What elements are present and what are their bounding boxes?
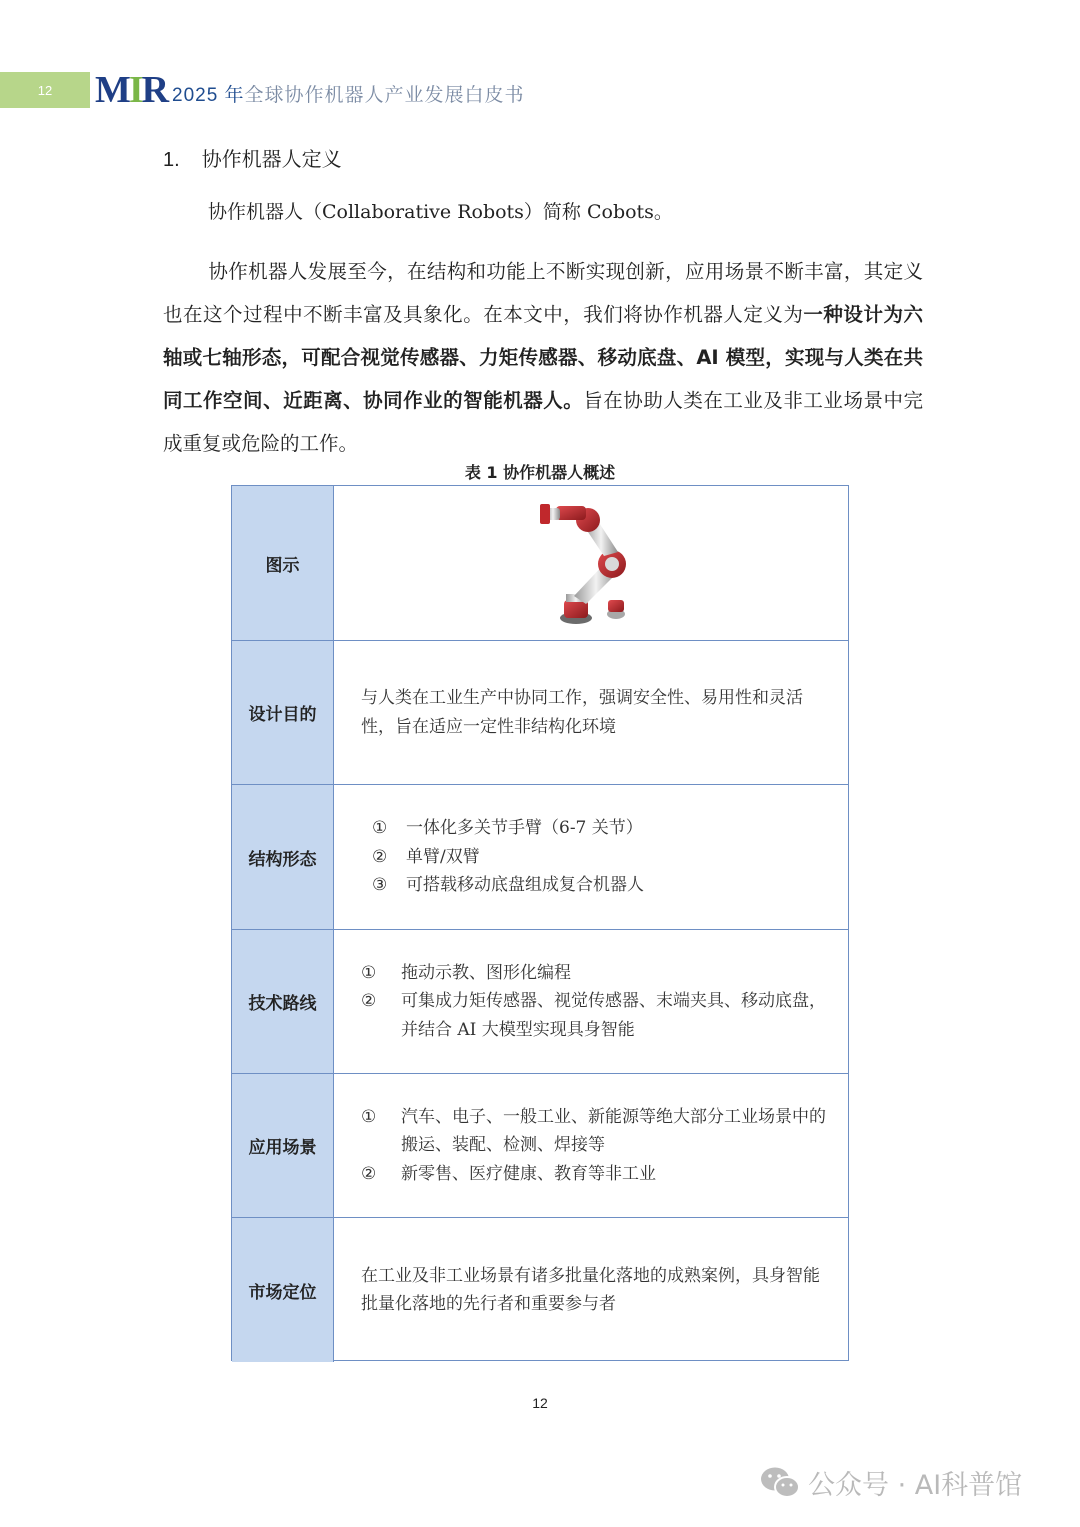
wechat-icon xyxy=(760,1466,800,1500)
overview-table xyxy=(231,485,849,1361)
list-text: 可搭载移动底盘组成复合机器人 xyxy=(406,875,644,896)
row-content xyxy=(334,1218,848,1362)
list-text: 一体化多关节手臂（6-7 关节） xyxy=(406,818,643,839)
list-marker: ② xyxy=(372,846,388,867)
list-item xyxy=(361,1160,828,1189)
list-marker: ② xyxy=(361,1163,377,1184)
paragraph-cobots: 协作机器人（Collaborative Robots）简称 Cobots。 xyxy=(208,201,673,223)
row-content xyxy=(334,785,848,929)
logo-m: M xyxy=(95,69,129,111)
section-number: 1. xyxy=(163,149,180,171)
logo-r: R xyxy=(141,69,168,111)
list-item xyxy=(361,987,828,1044)
page-tab-number: 12 xyxy=(37,82,53,98)
watermark xyxy=(760,1463,1022,1502)
list-item xyxy=(361,1103,828,1160)
design-purpose-text: 与人类在工业生产中协同工作，强调安全性、易用性和灵活性，旨在适应一定性非结构化环境 xyxy=(361,688,803,737)
definition-intro: 协作机器人发展至今，在结构和功能上不断实现创新，应用场景不断丰富，其定义也在这个过程中不断丰富及具象化。在本文中，我们将协作机器人定义为 xyxy=(163,260,923,326)
table-caption: 表 1 协作机器人概述 xyxy=(464,463,616,482)
row-content xyxy=(334,641,848,784)
row-label: 技术路线 xyxy=(232,930,334,1073)
table-row xyxy=(232,785,848,930)
list-item xyxy=(361,959,828,988)
row-label: 结构形态 xyxy=(232,785,334,929)
table-row xyxy=(232,1218,848,1362)
mir-logo xyxy=(95,70,167,110)
row-content xyxy=(334,930,848,1073)
row-label: 图示 xyxy=(232,486,334,640)
definition-bold: 一种设计为六轴或七轴形态，可配合视觉传感器、力矩传感器、移动底盘、AI 模型，实现与人类在共同工作空间、近距离、协同作业的智能机器人。 xyxy=(163,303,923,412)
definition-purpose: 旨在协助人类在工业及非工业场景中完成重复或危险的工作。 xyxy=(163,389,923,455)
list-text: 拖动示教、图形化编程 xyxy=(401,962,571,983)
market-position-text: 在工业及非工业场景有诸多批量化落地的成熟案例，具身智能批量化落地的先行者和重要参与者 xyxy=(361,1265,820,1314)
page-number: 12 xyxy=(532,1395,548,1411)
robot-image-cell xyxy=(334,486,848,640)
table-row xyxy=(232,641,848,785)
list-text: 汽车、电子、一般工业、新能源等绝大部分工业场景中的搬运、装配、检测、焊接等 xyxy=(401,1106,826,1156)
section-title: 协作机器人定义 xyxy=(201,147,342,171)
table-row xyxy=(232,486,848,641)
list-item xyxy=(372,814,644,843)
robot-arm-image xyxy=(536,496,646,631)
row-content xyxy=(334,1074,848,1217)
structure-list xyxy=(372,814,644,900)
table-row xyxy=(232,930,848,1074)
list-text: 单臂/双臂 xyxy=(406,846,480,867)
logo-i: I xyxy=(128,69,142,111)
tech-list xyxy=(361,959,828,1045)
title-year: 2025 年 xyxy=(172,85,245,106)
table-row xyxy=(232,1074,848,1218)
row-label: 设计目的 xyxy=(232,641,334,784)
section-heading xyxy=(163,143,342,172)
list-item xyxy=(372,843,644,872)
document-title xyxy=(172,80,525,107)
application-list xyxy=(361,1103,828,1189)
row-label: 应用场景 xyxy=(232,1074,334,1217)
list-text: 新零售、医疗健康、教育等非工业 xyxy=(401,1163,656,1184)
list-marker: ③ xyxy=(372,875,388,896)
title-rest: 全球协作机器人产业发展白皮书 xyxy=(244,85,525,106)
paragraph-definition xyxy=(163,250,923,465)
row-label: 市场定位 xyxy=(232,1218,334,1362)
list-text: 可集成力矩传感器、视觉传感器、末端夹具、移动底盘，并结合 AI 大模型实现具身智能 xyxy=(401,991,826,1040)
list-marker: ① xyxy=(372,818,388,839)
list-marker: ② xyxy=(361,991,377,1012)
list-item xyxy=(372,871,644,900)
page-tab xyxy=(0,72,90,108)
list-marker: ① xyxy=(361,1106,377,1127)
watermark-text: 公众号 · AI科普馆 xyxy=(808,1470,1023,1501)
list-marker: ① xyxy=(361,962,377,983)
